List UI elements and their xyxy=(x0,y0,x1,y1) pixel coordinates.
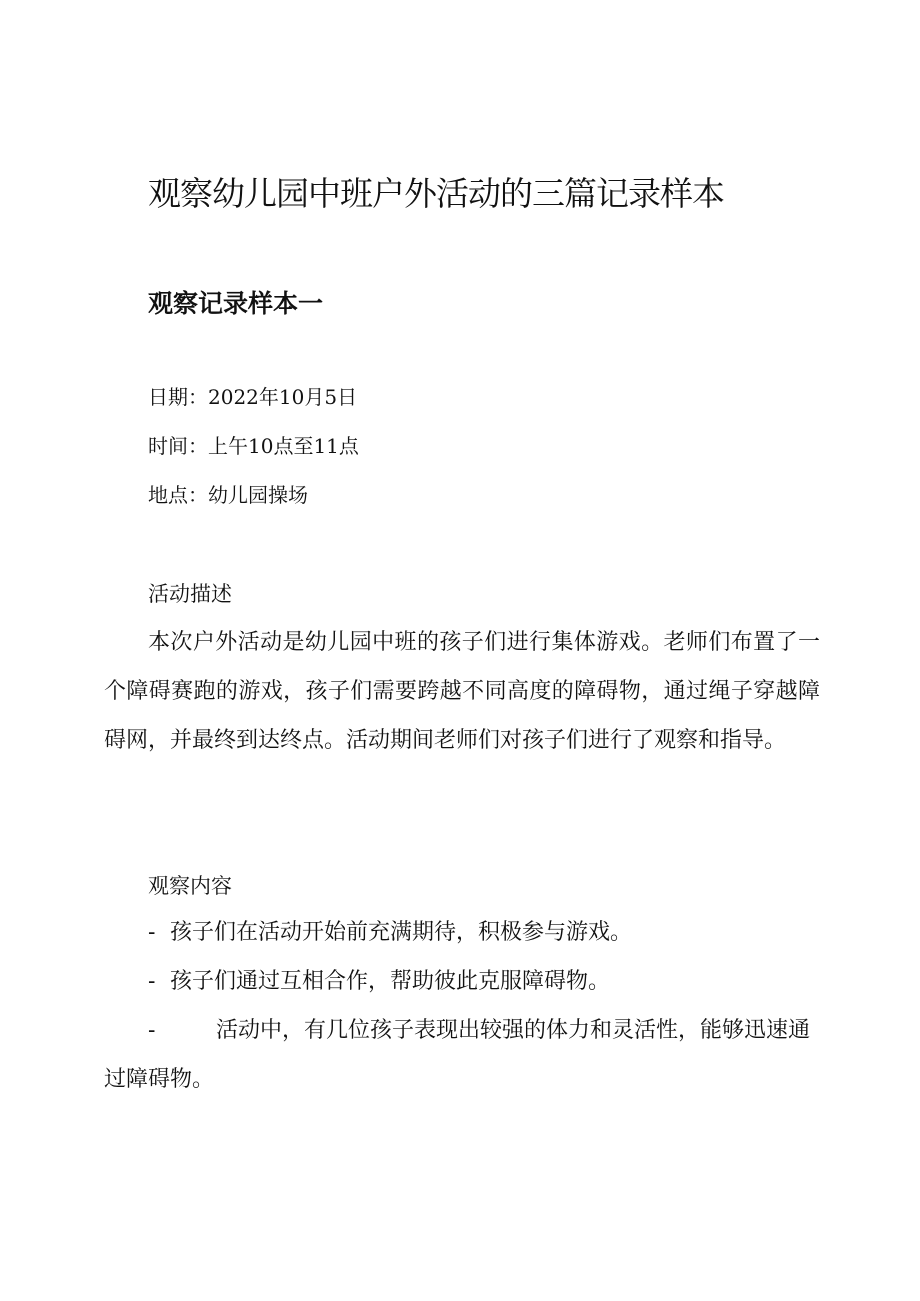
document-title: 观察幼儿园中班户外活动的三篇记录样本 xyxy=(148,174,724,213)
activity-description: 本次户外活动是幼儿园中班的孩子们进行集体游戏。老师们布置了一个障碍赛跑的游戏，孩子们需要跨越不同高度的障碍物，通过绳子穿越障碍网，并最终到达终点。活动期间老师们对孩子们进行了观察和指导。 xyxy=(104,630,820,753)
observation-item xyxy=(104,957,820,1006)
meta-time: 时间：上午10点至11点 xyxy=(148,434,359,458)
observation-item-text: 孩子们在活动开始前充满期待，积极参与游戏。 xyxy=(170,920,633,945)
activity-heading: 活动描述 xyxy=(148,582,232,606)
observation-item xyxy=(104,908,820,957)
observation-item-text: 孩子们通过互相合作，帮助彼此克服障碍物。 xyxy=(170,969,611,994)
section-title: 观察记录样本一 xyxy=(148,289,324,318)
observation-item xyxy=(104,1006,820,1104)
observation-heading: 观察内容 xyxy=(148,874,232,898)
meta-place: 地点：幼儿园操场 xyxy=(148,483,308,507)
bullet-dash: - xyxy=(148,920,156,945)
bullet-dash: - xyxy=(148,1018,156,1043)
meta-date: 日期：2022年10月5日 xyxy=(148,385,358,409)
bullet-dash: - xyxy=(148,969,156,994)
observation-item-text: 活动中，有几位孩子表现出较强的体力和灵活性，能够迅速通过障碍物。 xyxy=(104,1018,811,1092)
